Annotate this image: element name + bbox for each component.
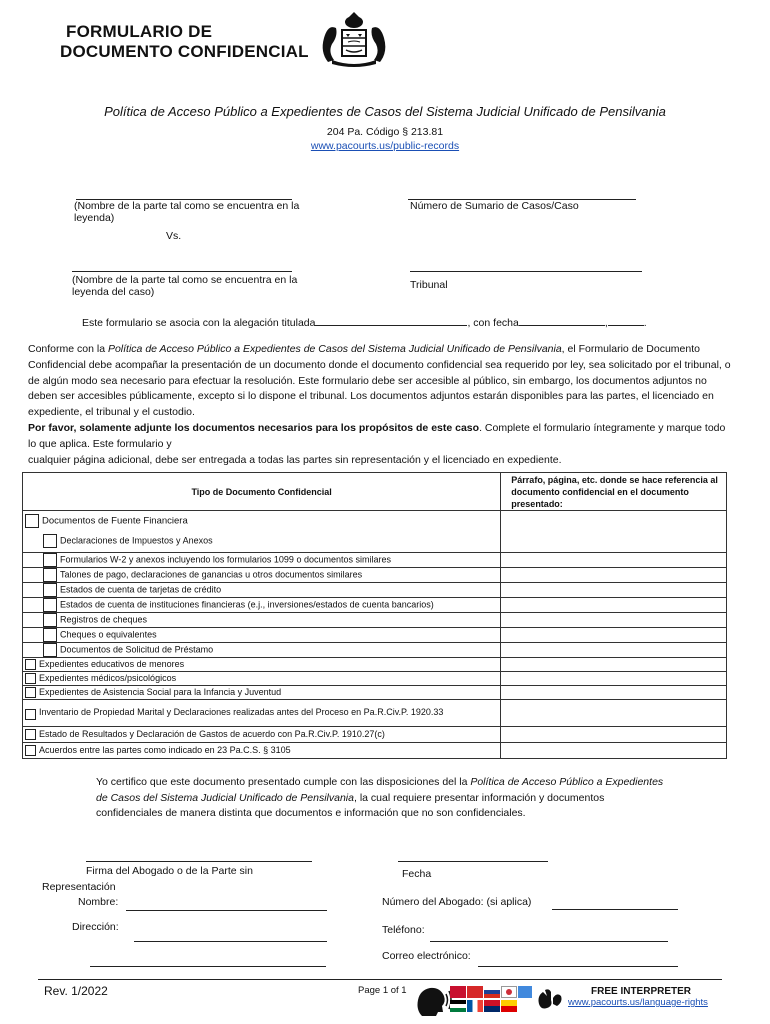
year-field[interactable] <box>608 317 644 326</box>
table-row <box>23 686 727 700</box>
intro-instruction-bold: Por favor, solamente adjunte los documentos necesarios para los propósitos de este caso <box>28 421 480 434</box>
intro-distribution: cualquier página adicional, debe ser entregada a todas las partes sin representación y el licenciado en expediente. <box>28 453 562 466</box>
free-interpreter-title: FREE INTERPRETER <box>591 986 692 997</box>
phone-label: Teléfono: <box>382 924 425 936</box>
table-row <box>23 613 727 628</box>
fin-item-label-2: Talones de pago, declaraciones de ganancias u otros documentos similares <box>60 569 363 580</box>
table-row <box>23 672 727 686</box>
flag-icon <box>484 1000 500 1012</box>
party1-label: (Nombre de la parte tal como se encuentra en la leyenda) <box>74 200 300 224</box>
form-title-line1: FORMULARIO DE <box>66 22 213 41</box>
other-item-cell <box>23 700 501 727</box>
interpreter-head-icon <box>412 984 452 1018</box>
attorney-number-label: Número del Abogado: (si aplica) <box>382 896 532 908</box>
reference-cell[interactable] <box>501 700 727 727</box>
name-label: Nombre: <box>78 896 119 908</box>
versus-text: Vs. <box>166 230 182 242</box>
email-field[interactable] <box>478 966 678 967</box>
public-records-link[interactable]: www.pacourts.us/public-records <box>310 140 460 152</box>
revision-date: Rev. 1/2022 <box>44 984 108 998</box>
reference-cell[interactable] <box>501 686 727 700</box>
intro-paragraph <box>28 342 733 468</box>
address-field-1[interactable] <box>134 941 327 942</box>
reference-cell[interactable] <box>501 553 727 568</box>
fin-item-cell <box>23 628 501 643</box>
signature-label-2: Representación <box>42 881 116 893</box>
table-row <box>23 583 727 598</box>
association-line <box>82 317 647 329</box>
table-row <box>23 658 727 672</box>
intro-policy-name: Política de Acceso Público a Expedientes de Casos del Sistema Judicial Unificado de Pensilvania <box>107 343 562 355</box>
other-item-cell <box>23 672 501 686</box>
table-row <box>23 743 727 759</box>
phone-field[interactable] <box>430 941 668 942</box>
table-row <box>23 598 727 613</box>
table-row <box>23 511 727 531</box>
form-title <box>60 22 309 62</box>
table-row <box>23 568 727 583</box>
intro-text-a: Conforme con la <box>28 343 108 355</box>
form-title-line2: DOCUMENTO CONFIDENCIAL <box>60 42 309 61</box>
checkbox-fin-2[interactable] <box>43 568 57 582</box>
association-date-label: , con fecha <box>467 317 519 329</box>
table-row <box>23 553 727 568</box>
checkbox-fin-5[interactable] <box>43 613 57 627</box>
cert-policy-name: Política de Acceso Público a Expedientes de Casos del Sistema Judicial Unificado de Pensilvania <box>96 776 664 804</box>
date-comma: , <box>604 317 608 329</box>
other-item-label-3: Inventario de Propiedad Marital y Declaraciones realizadas antes del Proceso en Pa.R.Civ.P. 1920.33 <box>39 706 444 717</box>
association-end: . <box>643 317 647 329</box>
fin-item-cell <box>23 613 501 628</box>
other-item-label-2: Expedientes de Asistencia Social para la Infancia y Juventud <box>39 686 282 697</box>
fin-item-label-3: Estados de cuenta de tarjetas de crédito <box>60 584 222 595</box>
table-row <box>23 727 727 743</box>
table-header-row <box>23 473 727 511</box>
flag-icon <box>484 986 500 998</box>
court-label: Tribunal <box>410 279 448 291</box>
fin-item-label-1: Formularios W-2 y anexos incluyendo los formularios 1099 o documentos similares <box>60 554 391 565</box>
other-item-label-0: Expedientes educativos de menores <box>39 658 185 669</box>
other-item-cell <box>23 727 501 743</box>
address-field-2[interactable] <box>90 966 326 967</box>
date-sign-label: Fecha <box>402 868 432 880</box>
financial-section-label: Documentos de Fuente Financiera <box>42 515 188 527</box>
checkbox-other-4[interactable] <box>25 729 36 740</box>
checkbox-fin-0[interactable] <box>43 534 57 548</box>
cert-text-a: Yo certifico que este documento presentado cumple con las disposiciones del la <box>96 776 471 788</box>
checkbox-other-2[interactable] <box>25 687 36 698</box>
other-item-label-4: Estado de Resultados y Declaración de Gastos de acuerdo con Pa.R.Civ.P. 1910.27(c) <box>39 728 385 739</box>
fin-item-cell <box>23 568 501 583</box>
flag-icon <box>467 1000 483 1012</box>
table-row <box>23 628 727 643</box>
certification-paragraph <box>96 775 666 822</box>
fin-item-cell <box>23 583 501 598</box>
attorney-number-field[interactable] <box>552 909 678 910</box>
signature-line[interactable] <box>86 861 312 862</box>
fin-item-label-5: Registros de cheques <box>60 614 148 625</box>
table-row <box>23 643 727 658</box>
policy-subtitle: Política de Acceso Público a Expedientes de Casos del Sistema Judicial Unificado de Pensilvania <box>104 104 666 119</box>
date-sign-line[interactable] <box>398 861 548 862</box>
fin-item-label-6: Cheques o equivalentes <box>60 629 157 640</box>
reference-cell[interactable] <box>501 643 727 658</box>
address-label: Dirección: <box>72 921 119 933</box>
reference-cell[interactable] <box>501 613 727 628</box>
name-field[interactable] <box>126 910 327 911</box>
checkbox-fin-6[interactable] <box>43 628 57 642</box>
reference-cell[interactable] <box>501 511 727 553</box>
fin-item-label-4: Estados de cuenta de instituciones financieras (e.j., inversiones/estados de cuenta bancarios) <box>60 599 434 610</box>
flag-icon <box>467 986 483 998</box>
language-flags-icon <box>450 986 532 1016</box>
intro-text-b: , el Formulario de Documento Confidencial debe acompañar la presentación de un documento donde el documento confidencial sea requerido por ley, sea solicitado por el tribunal, o de algún modo sea necesario para efectuar la resolución. Este formulario debe ser accesible al público, sin embargo, los documentos adjuntos no deben ser accesibles públicamente, excepto si lo dispone el tribunal. Los documentos adjuntos estarán disponibles para las partes, el licenciado en expediente, el tribunal y el custodio. <box>28 343 731 419</box>
reference-cell[interactable] <box>501 628 727 643</box>
sign-language-icon <box>535 986 565 1012</box>
code-reference: 204 Pa. Código § 213.81 <box>326 126 444 138</box>
flag-icon <box>450 986 466 998</box>
other-item-cell <box>23 658 501 672</box>
association-prefix: Este formulario se asocia con la alegación titulada <box>82 317 316 329</box>
fin-item-label-0: Declaraciones de Impuestos y Anexos <box>60 535 213 546</box>
intro-instruction-rest: . Complete el formulario íntegramente y marque todo lo que aplica. Este formulario y <box>28 421 726 450</box>
party2-line[interactable] <box>72 271 292 272</box>
checkbox-financial[interactable] <box>25 514 39 528</box>
fin-item-label-7: Documentos de Solicitud de Préstamo <box>60 644 214 655</box>
flag-icon <box>518 986 532 998</box>
fin-item-cell <box>23 553 501 568</box>
flag-icon <box>501 1000 517 1012</box>
col-header-type: Tipo de Documento Confidencial <box>23 473 501 511</box>
party2-label: (Nombre de la parte tal como se encuentra en la leyenda del caso) <box>72 274 298 298</box>
financial-section-cell <box>23 511 501 531</box>
flag-icon <box>501 986 517 998</box>
checkbox-fin-1[interactable] <box>43 553 57 567</box>
confidential-document-table <box>22 472 727 759</box>
reference-cell[interactable] <box>501 598 727 613</box>
pennsylvania-seal-icon <box>318 12 390 68</box>
docket-label: Número de Sumario de Casos/Caso <box>410 200 579 212</box>
page-number: Page 1 of 1 <box>358 985 407 996</box>
checkbox-other-1[interactable] <box>25 673 36 684</box>
court-line[interactable] <box>410 271 642 272</box>
col-header-reference: Párrafo, página, etc. donde se hace referencia al documento confidencial en el documento presentado: <box>501 473 727 511</box>
footer-divider <box>38 979 722 980</box>
other-item-cell <box>23 743 501 759</box>
table-row <box>23 700 727 727</box>
email-label: Correo electrónico: <box>382 950 471 962</box>
pleading-title-field[interactable] <box>315 317 467 326</box>
reference-cell[interactable] <box>501 583 727 598</box>
checkbox-other-5[interactable] <box>25 745 36 756</box>
date-field[interactable] <box>519 317 605 326</box>
reference-cell[interactable] <box>501 672 727 686</box>
other-item-label-1: Expedientes médicos/psicológicos <box>39 672 177 683</box>
fin-item-cell <box>23 598 501 613</box>
flag-icon <box>450 1000 466 1012</box>
other-item-label-5: Acuerdos entre las partes como indicado en 23 Pa.C.S. § 3105 <box>39 744 291 755</box>
checkbox-other-3[interactable] <box>25 709 36 720</box>
checkbox-fin-4[interactable] <box>43 598 57 612</box>
checkbox-other-0[interactable] <box>25 659 36 670</box>
cert-text-b: , la cual requiere presentar información y documentos confidenciales de manera distinta que documentos e información que no son confidenciales. <box>96 791 605 819</box>
reference-cell[interactable] <box>501 743 727 759</box>
other-item-cell <box>23 686 501 700</box>
signature-label-1: Firma del Abogado o de la Parte sin <box>86 865 253 877</box>
checkbox-fin-3[interactable] <box>43 583 57 597</box>
reference-cell[interactable] <box>501 658 727 672</box>
reference-cell[interactable] <box>501 727 727 743</box>
reference-cell[interactable] <box>501 568 727 583</box>
checkbox-fin-7[interactable] <box>43 643 57 657</box>
fin-item-cell <box>23 531 501 553</box>
fin-item-cell <box>23 643 501 658</box>
language-rights-link[interactable]: www.pacourts.us/language-rights <box>568 997 708 1008</box>
